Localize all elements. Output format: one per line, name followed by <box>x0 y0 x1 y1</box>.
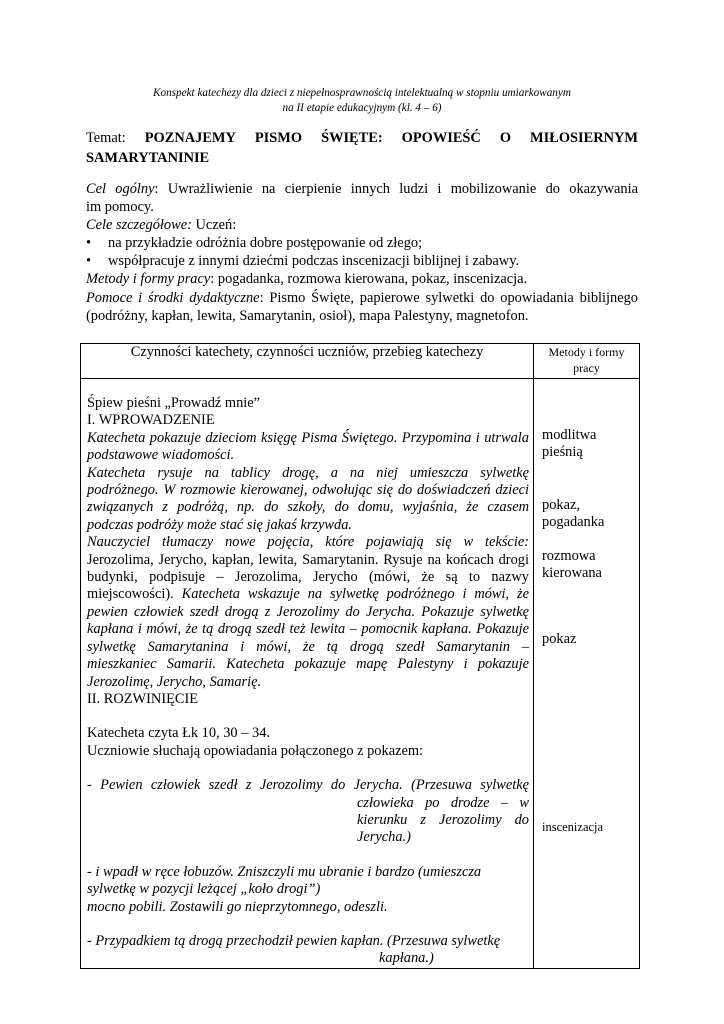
methods <box>86 270 638 288</box>
spacer <box>87 760 529 777</box>
document-header <box>0 86 724 116</box>
bullet-icon: • <box>86 253 92 270</box>
spacer <box>87 916 529 933</box>
story-line-indented <box>87 812 529 829</box>
general-goal-text: : Uwrażliwienie na cierpienie innych ludzi i mobilizowanie do okazywania <box>154 181 639 197</box>
bullet-icon: • <box>86 235 92 252</box>
text-line: mieszkaniec Samarii. Katecheta pokazuje mapę Palestyny i pokazuje <box>87 656 529 673</box>
story-line: - i wpadł w ręce łobuzów. Zniszczyli mu ubranie i bardzo (umieszcza <box>87 863 482 880</box>
topic-line-1 <box>86 129 638 149</box>
topic-word: OPOWIEŚĆ <box>401 130 481 146</box>
teaching-aids-cont: (podróżny, kapłan, lewita, Samarytanin, osioł), mapa Palestyny, magnetofon. <box>86 307 529 324</box>
text-line: Jerozolimę, Jerycho, Samarię. <box>87 673 262 690</box>
method-staging: inscenizacja <box>542 820 604 834</box>
lesson-intro <box>86 180 638 325</box>
text-line <box>87 586 529 603</box>
method-show: pokaz <box>542 631 577 647</box>
section-introduction: I. WPROWADZENIE <box>87 412 215 429</box>
spacer <box>87 708 529 725</box>
text-line: związanych z podróżą, np. do szkoły, do domu, wyjaśnia, że czasem <box>87 499 529 516</box>
header-methods-line-2: pracy <box>573 361 600 375</box>
story-line: - Pewien człowiek szedł z Jerozolimy do Jerycha. (Przesuwa sylwetkę <box>87 777 529 794</box>
teaching-aids <box>86 289 638 307</box>
topic-word: O <box>499 130 512 146</box>
text-line: Katecheta czyta Łk 10, 30 – 34. <box>87 725 271 742</box>
text-line: podróżnego. W rozmowie kierowanej, odwołując się do doświadczeń dzieci <box>87 482 529 499</box>
text-line: Uczniowie słuchają opowiadania połączonego z pokazem: <box>87 742 424 759</box>
method-text: pogadanka <box>542 514 605 531</box>
method-show-talk <box>542 497 604 532</box>
story-line-indented <box>87 795 529 812</box>
story-line: - Przypadkiem tą drogą przechodził pewien kapłan. (Przesuwa sylwetkę <box>87 932 501 949</box>
table-header-row <box>81 344 640 379</box>
story-text: kierunku z Jerozolimy do <box>357 811 529 828</box>
method-text: rozmowa <box>542 548 596 564</box>
topic-word: ŚWIĘTE: <box>321 130 383 146</box>
text-line: sylwetkę Samarytanina i mówi, że tą drogą szedł Samarytanin – <box>87 638 529 655</box>
methods-cell <box>534 379 640 969</box>
methods-label: Metody i formy pracy <box>86 271 211 288</box>
song-line: Śpiew pieśni „Prowadź mnie” <box>87 395 261 411</box>
methods-text: : pogadanka, rozmowa kierowana, pokaz, inscenizacja. <box>210 271 528 288</box>
text-line: kapłana i mówi, że tą drogą szedł też lewita – pomocnik kapłana. Pokazuje <box>87 621 529 638</box>
lesson-table <box>80 343 640 969</box>
section-development: II. ROZWINIĘCIE <box>87 690 199 707</box>
header-line-1: Konspekt katechezy dla dzieci z niepełnosprawnością intelektualną w stopniu umiarkowanym <box>153 87 571 99</box>
table-header-activities: Czynności katechety, czynności uczniów, przebieg katechezy <box>81 344 534 379</box>
general-goal-label: Cel ogólny <box>86 181 155 197</box>
topic-word: MIŁOSIERNYM <box>530 130 638 146</box>
header-line-2: na II etapie edukacyjnym (kl. 4 – 6) <box>282 102 442 114</box>
topic-word: PISMO <box>254 130 303 146</box>
activities-content <box>87 395 529 968</box>
topic-word: POZNAJEMY <box>144 130 236 146</box>
general-goal-cont: im pomocy. <box>86 199 154 216</box>
text-line: Nauczyciel tłumaczy nowe pojęcia, które pojawiają się w tekście: <box>87 534 529 551</box>
specific-goals-text: Uczeń: <box>191 217 237 234</box>
method-guided-conversation <box>542 548 602 583</box>
general-goal <box>86 180 638 198</box>
table-header-methods <box>534 344 640 379</box>
specific-goals <box>86 216 638 234</box>
topic-label: Temat: <box>86 130 126 146</box>
method-text: kierowana <box>542 565 602 582</box>
text-line: Katecheta pokazuje dzieciom księgę Pisma Świętego. Przypomina i utrwala <box>87 429 529 446</box>
story-line: sylwetkę w pozycji leżącej „koło drogi”) <box>87 881 321 898</box>
text-line: podstawowe wiadomości. <box>87 447 235 464</box>
lesson-topic <box>86 129 638 168</box>
text-line: Jerozolima, Jerycho, kapłan, lewita, Samarytanin. Rysuje na końcach drogi <box>87 551 529 568</box>
bullet-text: współpracuje z innymi dziećmi podczas inscenizacji biblijnej i zabawy. <box>108 253 520 270</box>
table-body-row <box>81 379 640 969</box>
bullet-item <box>86 234 638 252</box>
method-prayer <box>542 427 596 462</box>
bullet-item <box>86 252 638 270</box>
method-text: pokaz, <box>542 497 580 513</box>
story-text: człowieka po drodze – w <box>357 794 529 811</box>
spacer <box>87 847 529 864</box>
method-text: modlitwa <box>542 427 597 443</box>
activities-cell <box>81 379 534 969</box>
bullet-text: na przykładzie odróżnia dobre postępowanie od złego; <box>108 235 423 252</box>
header-methods-line-1: Metody i formy <box>548 345 625 359</box>
text-line: budynki, podpisuje – Jerozolima, Jerycho (mówi, że są to nazwy <box>87 569 529 586</box>
story-line: mocno pobili. Zostawili go nieprzytomnego, odeszli. <box>87 898 388 915</box>
teaching-aids-label: Pomoce i środki dydaktyczne <box>86 289 260 306</box>
specific-goals-label: Cele szczegółowe: <box>86 217 192 234</box>
story-line-indented: kapłana.) <box>379 950 434 967</box>
text-span: miejscowości). <box>87 586 182 603</box>
text-line: pewien człowiek szedł drogą z Jerozolimy do Jerycha. Pokazuje sylwetkę <box>87 603 529 620</box>
topic-line-2: SAMARYTANINIE <box>86 149 210 166</box>
method-text: pieśnią <box>542 444 583 461</box>
text-line: Katecheta rysuje na tablicy drogę, a na niej umieszcza sylwetkę <box>87 464 529 481</box>
story-line-indented: Jerycha.) <box>357 829 411 846</box>
teaching-aids-text: : Pismo Święte, papierowe sylwetki do opowiadania biblijnego <box>259 289 638 306</box>
text-span: Katecheta wskazuje na sylwetkę podróżnego i mówi, że <box>181 586 529 603</box>
text-line: podczas podróży może stać się jakaś krzywda. <box>87 516 353 533</box>
